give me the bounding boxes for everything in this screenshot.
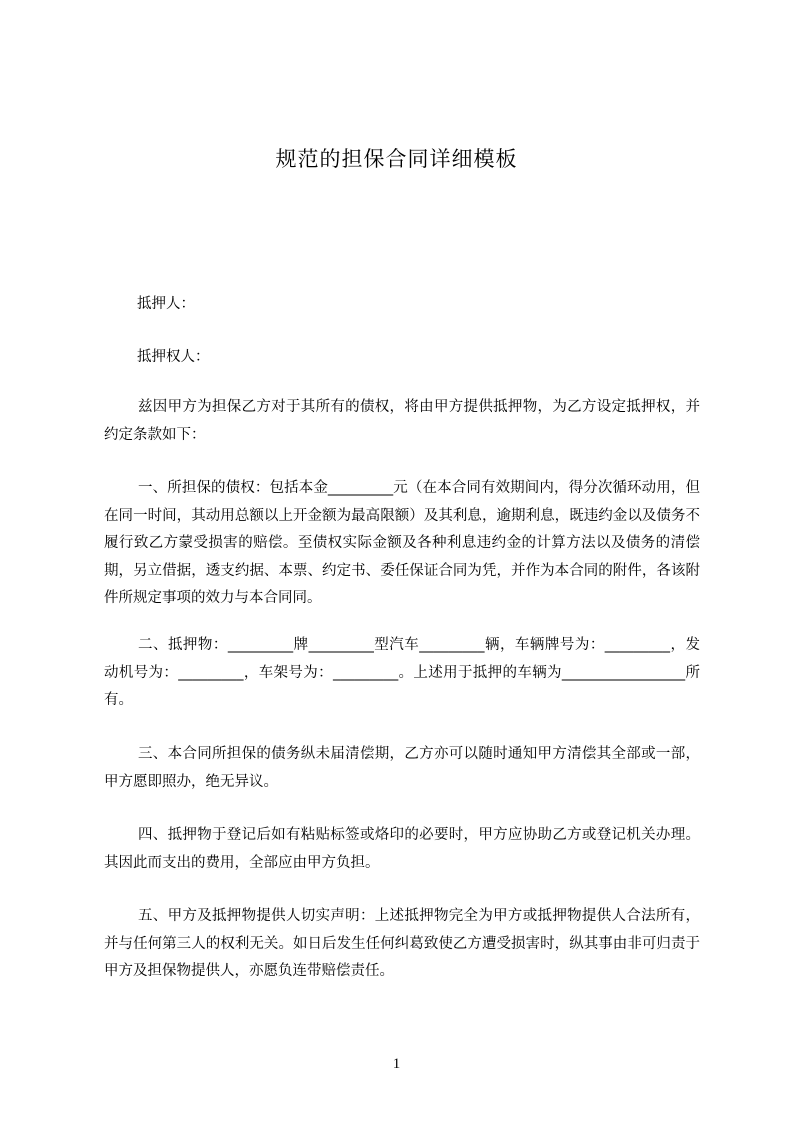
page-number: 1 <box>392 1056 401 1072</box>
clause-3-paragraph: 三、本合同所担保的债务纵未届清偿期，乙方亦可以随时通知甲方清偿其全部或一部，甲方愿即照办，绝无异议。 <box>104 746 700 790</box>
mortgagee-label: 抵押权人： <box>137 349 210 365</box>
mortgagor-label: 抵押人： <box>137 296 195 312</box>
clause-1-paragraph: 一、所担保的债权：包括本金_________元（在本合同有效期间内，得分次循环动用，但在同一时间，其动用总额以上开金额为最高限额）及其利息，逾期利息，既违约金以及债务不履行致乙方蒙受损害的赔偿。至债权实际金额及各种利息违约金的计算方法以及债务的清偿期，另立借据，透支约据、本票、约定书、委任保证合同为凭，并作为本合同的附件，各该附件所规定事项的效力与本合同同。 <box>104 480 700 606</box>
clause-4-paragraph: 四、抵押物于登记后如有粘贴标签或烙印的必要时，甲方应协助乙方或登记机关办理。其因此而支出的费用，全部应由甲方负担。 <box>104 827 700 871</box>
clause-5-paragraph: 五、甲方及抵押物提供人切实声明：上述抵押物完全为甲方或抵押物提供人合法所有，并与任何第三人的权利无关。如日后发生任何纠葛致使乙方遭受损害时，纵其事由非可归责于甲方及担保物提供人，亦愿负连带赔偿责任。 <box>104 908 700 979</box>
intro-paragraph: 兹因甲方为担保乙方对于其所有的债权，将由甲方提供抵押物，为乙方设定抵押权，并约定条款如下： <box>104 399 700 443</box>
clause-2-paragraph: 二、抵押物：_________牌_________型汽车_________辆，车辆牌号为：_________，发动机号为：_________，车架号为：_________。上述用于抵押的车辆为_________________所有。 <box>104 637 700 708</box>
document-title: 规范的担保合同详细模板 <box>275 147 518 171</box>
